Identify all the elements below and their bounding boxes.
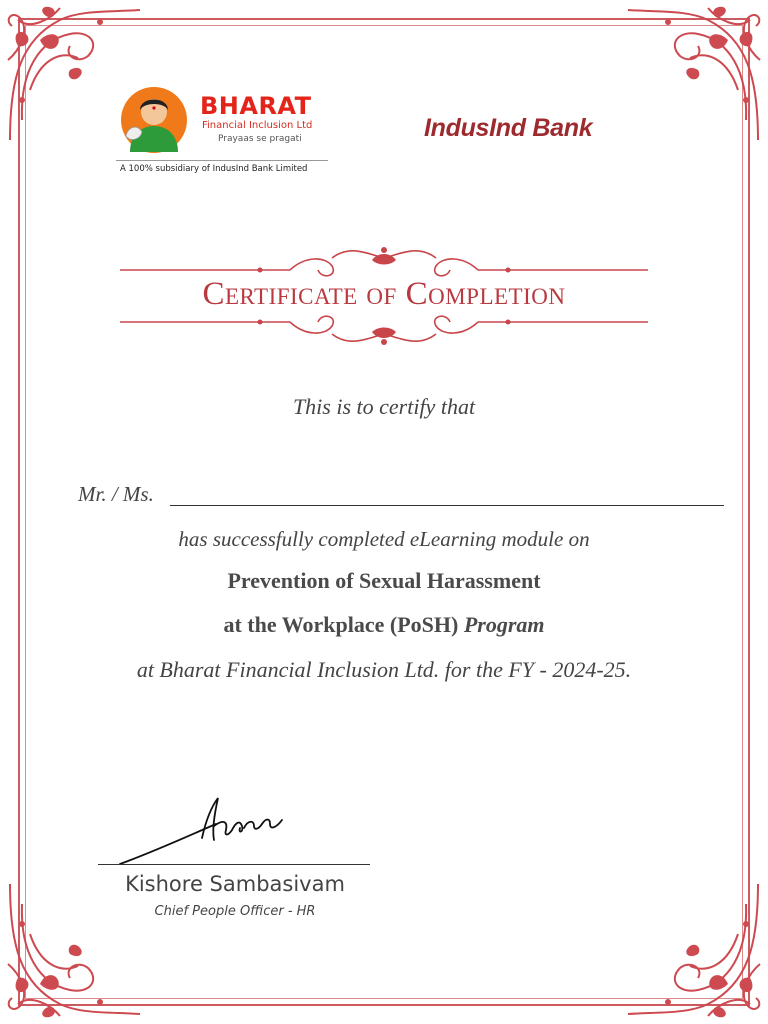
- indusind-bank-logo: IndusInd Bank: [424, 114, 593, 142]
- bharat-logo-name: BHARAT: [200, 92, 312, 120]
- signatory-name: Kishore Sambasivam: [125, 872, 345, 896]
- corner-ornament-bottom-left: [0, 874, 150, 1024]
- corner-ornament-bottom-right: [618, 874, 768, 1024]
- program-word: Program: [463, 612, 545, 637]
- recipient-name-line: [170, 505, 724, 506]
- signature-line: [98, 864, 370, 865]
- organization-line: at Bharat Financial Inclusion Ltd. for the FY - 2024-25.: [136, 657, 632, 682]
- bharat-subsidiary-note: A 100% subsidiary of IndusInd Bank Limited: [120, 164, 308, 174]
- bharat-logo: [108, 84, 330, 180]
- certify-line: This is to certify that: [292, 394, 476, 419]
- bharat-logo-subtitle: Financial Inclusion Ltd: [202, 120, 313, 131]
- program-title-line-2: [0, 612, 768, 638]
- salutation-label: Mr. / Ms.: [78, 482, 154, 506]
- bharat-logo-divider: [116, 160, 328, 161]
- certificate-title: Certificate of Completion: [202, 276, 566, 312]
- program-title-line-2-text: at the Workplace (PoSH): [223, 612, 459, 637]
- corner-ornament-top-right: [618, 0, 768, 150]
- signature-image: [118, 790, 308, 870]
- signatory-title: Chief People Officer - HR: [154, 904, 316, 919]
- completed-line: has successfully completed eLearning module on: [178, 527, 590, 551]
- bharat-mascot-icon: [112, 86, 196, 154]
- bharat-logo-tagline: Prayaas se pragati: [218, 134, 302, 144]
- program-title-line-1: Prevention of Sexual Harassment: [227, 568, 541, 593]
